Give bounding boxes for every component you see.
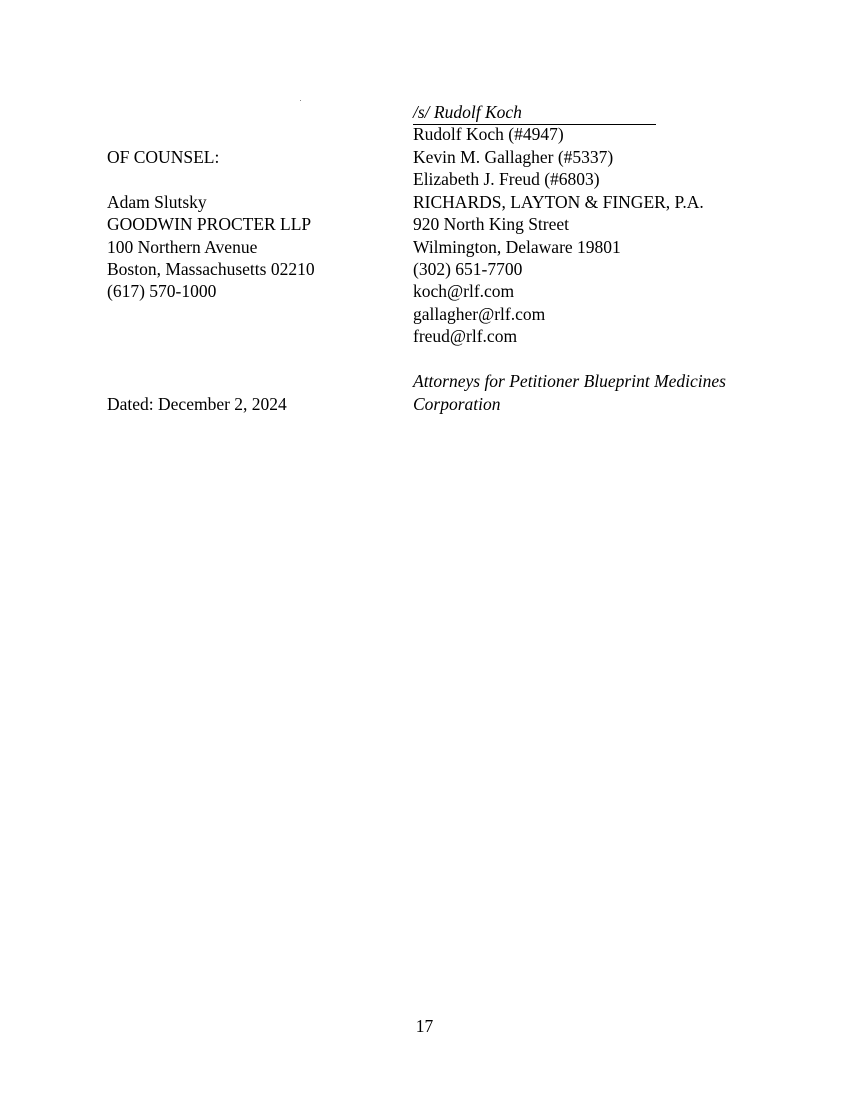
attorney-freud: Elizabeth J. Freud (#6803) [413,169,600,189]
firm-street-rlf: 920 North King Street [413,214,570,234]
dated-line: Dated: December 2, 2024 [107,394,287,414]
attorneys-for-line-1: Attorneys for Petitioner Blueprint Medicines [413,371,726,391]
of-counsel-city: Boston, Massachusetts 02210 [107,259,315,279]
email-koch: koch@rlf.com [413,281,515,301]
email-gallagher: gallagher@rlf.com [413,304,546,324]
page-number: 17 [415,1016,434,1036]
of-counsel-street: 100 Northern Avenue [107,237,258,257]
electronic-signature: /s/ Rudolf Koch [413,102,522,122]
firm-name-rlf: RICHARDS, LAYTON & FINGER, P.A. [413,192,704,212]
scan-artifact-dot [300,100,301,101]
email-freud: freud@rlf.com [413,326,518,346]
firm-phone-rlf: (302) 651-7700 [413,259,523,279]
of-counsel-name: Adam Slutsky [107,192,207,212]
firm-city-rlf: Wilmington, Delaware 19801 [413,237,621,257]
of-counsel-firm: GOODWIN PROCTER LLP [107,214,312,234]
of-counsel-phone: (617) 570-1000 [107,281,217,301]
attorneys-for-line-2: Corporation [413,394,501,414]
of-counsel-heading: OF COUNSEL: [107,147,220,167]
attorney-koch: Rudolf Koch (#4947) [413,124,564,144]
attorney-gallagher: Kevin M. Gallagher (#5337) [413,147,614,167]
